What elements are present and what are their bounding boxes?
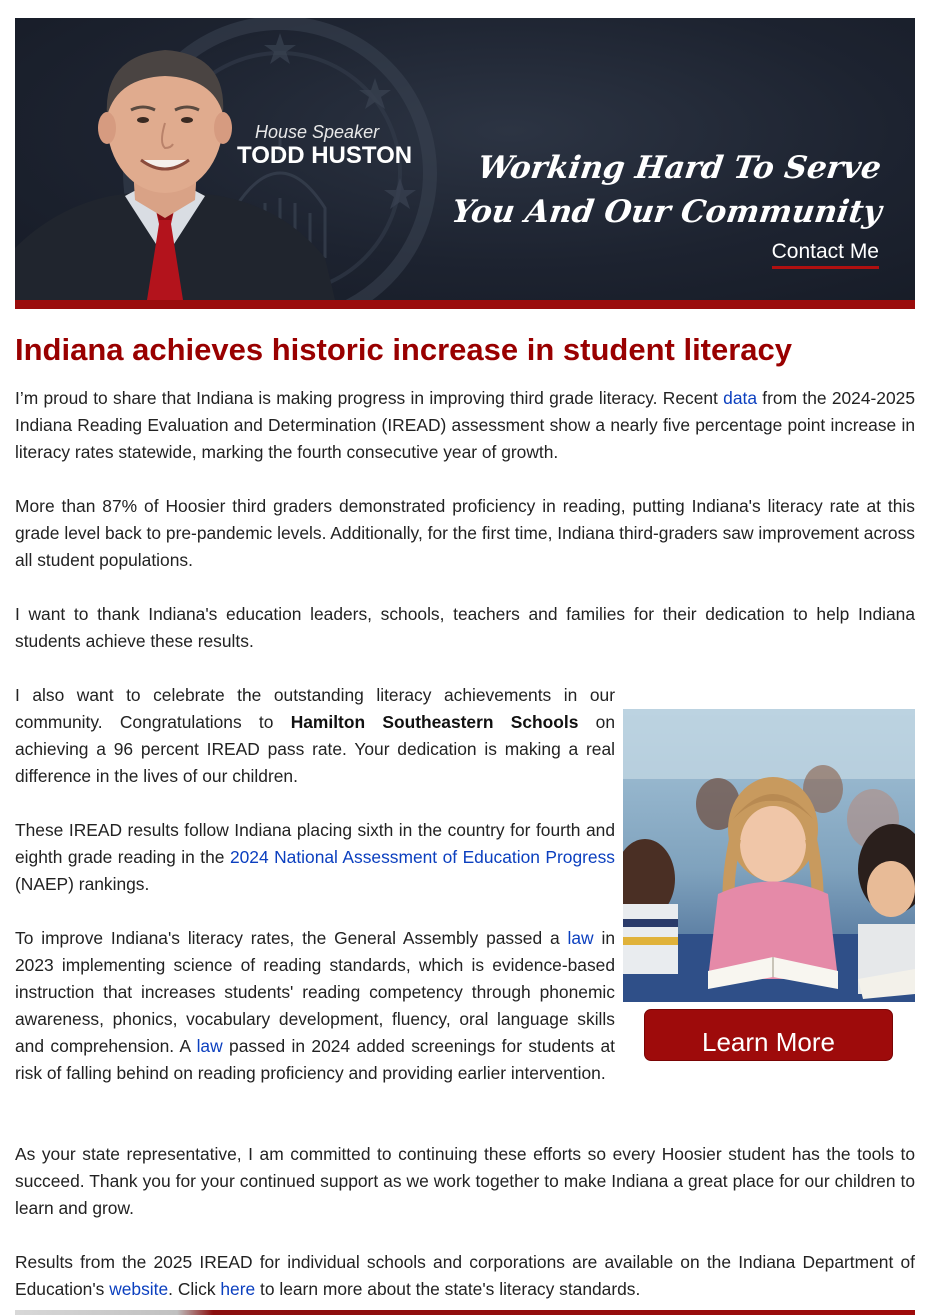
speaker-name: TODD HUSTON xyxy=(237,142,413,169)
paragraph-text: (NAEP) rankings. xyxy=(15,874,150,894)
paragraph-text: to learn more about the state's literacy standards. xyxy=(255,1279,641,1299)
paragraph-text: Results from the 2025 IREAD for individual schools and corporations are available on the Indiana Department of Education's xyxy=(15,1252,915,1299)
tagline-line-1: Working Hard To Serve xyxy=(475,150,884,186)
here-link[interactable]: here xyxy=(220,1279,256,1299)
paragraph-1 xyxy=(15,385,915,466)
paragraph-text: To improve Indiana's literacy rates, the General Assembly passed a xyxy=(15,928,568,948)
banner-divider xyxy=(15,300,915,309)
paragraph-7: As your state representative, I am committed to continuing these efforts so every Hoosier student has the tools to succeed. Thank you for your continued support as we work together to make Indiana a great place for our children to learn and grow. xyxy=(15,1144,915,1218)
students-reading-photo xyxy=(623,709,915,1002)
paragraph-4 xyxy=(15,682,615,790)
tagline-line-2: You And Our Community xyxy=(449,194,884,230)
data-link[interactable]: data xyxy=(723,388,758,408)
paragraph-text: These IREAD results follow Indiana placing sixth in the country for fourth and eighth grade reading in the xyxy=(15,820,615,867)
header-banner xyxy=(15,18,915,300)
footer-strip xyxy=(15,1310,915,1315)
paragraph-text: on achieving a 96 percent IREAD pass rate. Your dedication is making a real difference in the lives of our children. xyxy=(15,712,615,786)
paragraph-text: from the 2024-2025 Indiana Reading Evaluation and Determination (IREAD) assessment show a nearly five percentage point increase in literacy rates statewide, marking the fourth consecutive year of growth. xyxy=(15,388,915,462)
paragraph-2: More than 87% of Hoosier third graders demonstrated proficiency in reading, putting Indiana's literacy rate at this grade level back to pre-pandemic levels. Additionally, for the first time, Indiana third-graders saw improvement across all student populations. xyxy=(15,496,915,570)
website-link[interactable]: website xyxy=(109,1279,169,1299)
paragraph-text: I’m proud to share that Indiana is making progress in improving third grade literacy. Recent xyxy=(15,388,724,408)
paragraph-text: . Click xyxy=(168,1279,221,1299)
speaker-title: House Speaker xyxy=(255,122,380,142)
paragraph-5 xyxy=(15,817,615,898)
naep-link[interactable]: 2024 National Assessment of Education Progress xyxy=(229,847,615,867)
paragraph-text: passed in 2024 added screenings for students at risk of falling behind on reading proficiency and providing earlier intervention. xyxy=(15,1036,615,1083)
law-2023-link[interactable]: law xyxy=(567,928,594,948)
contact-me-link[interactable]: Contact Me xyxy=(772,240,879,269)
learn-more-button[interactable]: Learn More xyxy=(644,1009,893,1061)
paragraph-8 xyxy=(15,1249,915,1303)
school-name: Hamilton Southeastern Schools xyxy=(290,712,579,732)
law-2024-link[interactable]: law xyxy=(196,1036,223,1056)
paragraph-text: in 2023 implementing science of reading standards, which is evidence-based instruction that increases students' reading competency through phonemic awareness, phonics, vocabulary development, fluency, oral language skills and comprehension. A xyxy=(15,928,615,1056)
paragraph-3: I want to thank Indiana's education leaders, schools, teachers and families for their dedication to help Indiana students achieve these results. xyxy=(15,604,915,651)
paragraph-6 xyxy=(15,925,615,1087)
article-headline: Indiana achieves historic increase in student literacy xyxy=(15,332,793,367)
paragraph-text: I also want to celebrate the outstanding literacy achievements in our community. Congratulations to xyxy=(15,685,615,732)
